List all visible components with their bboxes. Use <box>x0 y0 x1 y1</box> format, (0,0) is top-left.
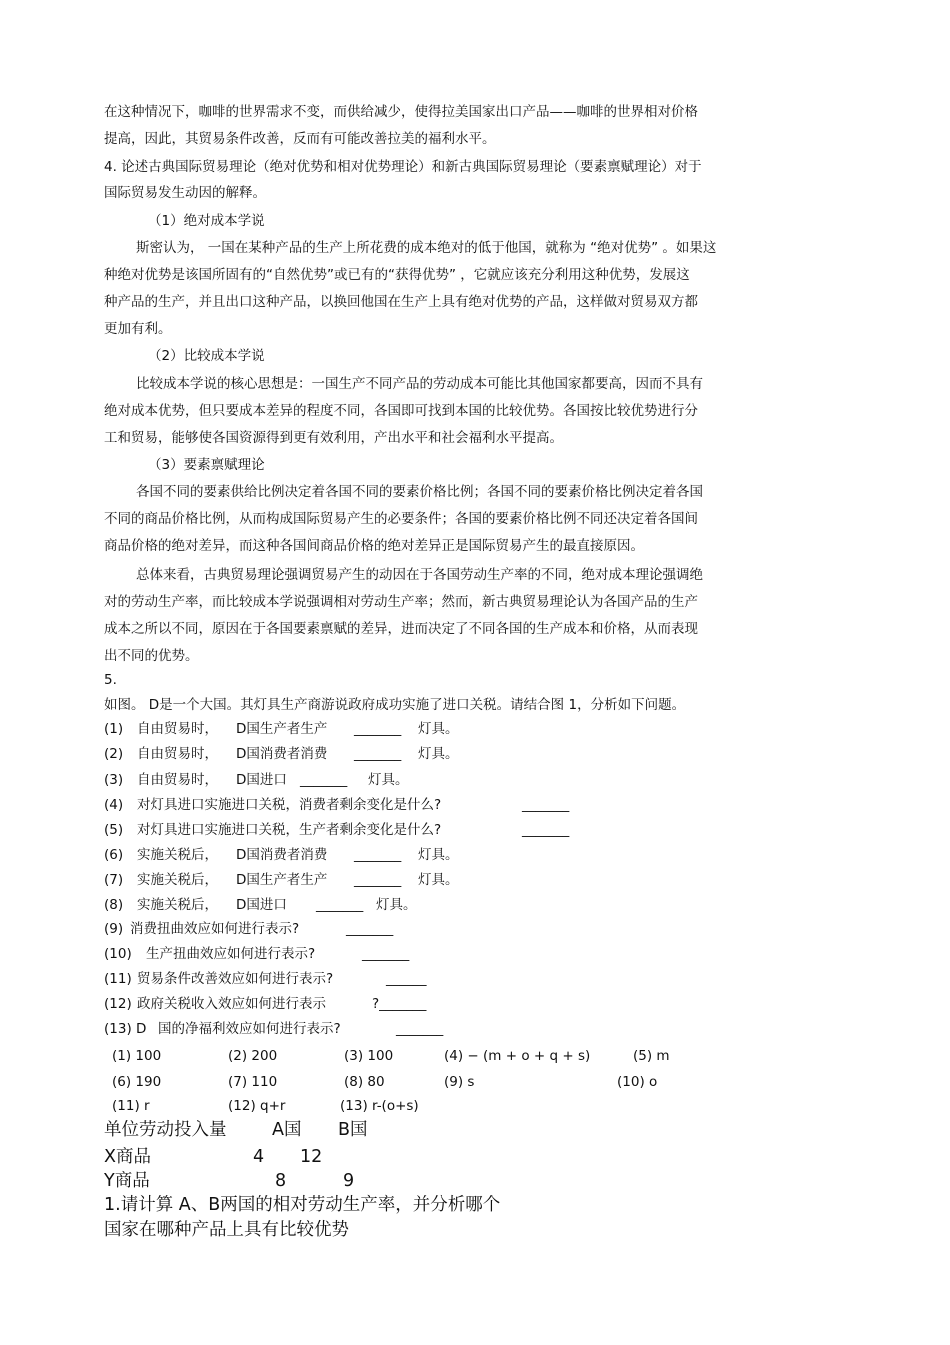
question-text: 国的净福利效应如何进行表示? <box>158 1021 341 1037</box>
answer-item: (1) 100 <box>112 1048 162 1064</box>
question-text: 实施关税后， <box>137 872 218 888</box>
question-number: (13) D <box>104 1021 147 1037</box>
question-number: (8) <box>104 897 124 913</box>
text-line: 绝对成本优势，但只要成本差异的程度不同，各国即可找到本国的比较优势。各国按比较优势进行分 <box>104 403 698 419</box>
table-header-label: 单位劳动投入量 <box>104 1120 227 1140</box>
text-line: 种绝对优势是该国所固有的“自然优势”或已有的“获得优势” ，它就应该充分利用这种优势，发展这 <box>104 267 690 283</box>
text-line: 不同的商品价格比例，从而构成国际贸易产生的必要条件；各国的要素价格比例不同还决定着各国间 <box>104 511 698 527</box>
table-cell: 4 <box>253 1147 265 1167</box>
answer-item: (7) 110 <box>228 1074 278 1090</box>
question-number: (12) <box>104 996 132 1012</box>
answer-blank: _______ <box>396 1021 444 1037</box>
answer-blank: _______ <box>346 921 394 937</box>
text-line: 工和贸易，能够使各国资源得到更有效利用，产出水平和社会福利水平提高。 <box>104 430 563 446</box>
question-text: 贸易条件改善效应如何进行表示? <box>137 971 334 987</box>
question-5-number: 5. <box>104 672 117 688</box>
answer-item: (12) q+r <box>228 1098 286 1114</box>
question-text: 消费扭曲效应如何进行表示? <box>130 921 300 937</box>
question-text: 生产扭曲效应如何进行表示? <box>146 946 316 962</box>
answer-blank: ______ <box>386 971 427 987</box>
answer-item: (2) 200 <box>228 1048 278 1064</box>
answer-blank: _______ <box>362 946 410 962</box>
answer-blank: _______ <box>354 721 402 737</box>
question-number: (10) <box>104 946 132 962</box>
question-number: (2) <box>104 746 124 762</box>
question-text: 灯具。 <box>418 872 459 888</box>
question-text: 灯具。 <box>376 897 417 913</box>
question-number: (11) <box>104 971 132 987</box>
question-text: 灯具。 <box>368 772 409 788</box>
text-line: 国际贸易发生动因的解释。 <box>104 185 266 201</box>
question-4-heading: 4. 论述古典国际贸易理论（绝对优势和相对优势理论）和新古典国际贸易理论（要素禀赋理论）对于 <box>104 159 702 175</box>
answer-item: (11) r <box>112 1098 150 1114</box>
question-text: 实施关税后， <box>137 897 218 913</box>
text-line: 比较成本学说的核心思想是：一国生产不同产品的劳动成本可能比其他国家都要高，因而不具有 <box>136 376 703 392</box>
question-number: (1) <box>104 721 124 737</box>
question-text: D国进口 <box>236 897 287 913</box>
question-5-prompt: 如图。 D是一个大国。其灯具生产商游说政府成功实施了进口关税。请结合图 1，分析如下问题。 <box>104 697 686 713</box>
text-line: 种产品的生产，并且出口这种产品，以换回他国在生产上具有绝对优势的产品，这样做对贸易双方都 <box>104 294 698 310</box>
answer-blank: _______ <box>354 746 402 762</box>
question-number: (7) <box>104 872 124 888</box>
question-number: (3) <box>104 772 124 788</box>
answer-blank: _______ <box>300 772 348 788</box>
table-header-country-a: A国 <box>272 1120 302 1140</box>
question-text: 自由贸易时， <box>137 746 218 762</box>
answer-item: (10) o <box>617 1074 658 1090</box>
table-cell: 8 <box>275 1171 287 1191</box>
question-text: 自由贸易时， <box>137 772 218 788</box>
answer-blank: ?_______ <box>372 996 427 1012</box>
question-text: D国消费者消费 <box>236 847 328 863</box>
section-heading: （1）绝对成本学说 <box>148 213 265 229</box>
question-text: D国消费者消费 <box>236 746 328 762</box>
text-line: 对的劳动生产率，而比较成本学说强调相对劳动生产率；然而，新古典贸易理论认为各国产品的生产 <box>104 594 698 610</box>
question-text: D国生产者生产 <box>236 872 328 888</box>
text-line: 各国不同的要素供给比例决定着各国不同的要素价格比例；各国不同的要素价格比例决定着各国 <box>136 484 703 500</box>
text-line: 斯密认为， 一国在某种产品的生产上所花费的成本绝对的低于他国，就称为 “绝对优势” 。如果这 <box>136 240 717 256</box>
question-number: (4) <box>104 797 124 813</box>
table-header-country-b: B国 <box>338 1120 368 1140</box>
question-text: 对灯具进口实施进口关税，消费者剩余变化是什么? <box>137 797 442 813</box>
question-text: 自由贸易时， <box>137 721 218 737</box>
question-text: 灯具。 <box>418 746 459 762</box>
answer-blank: _______ <box>522 797 570 813</box>
question-text: 灯具。 <box>418 847 459 863</box>
question-text: 对灯具进口实施进口关税，生产者剩余变化是什么? <box>137 822 442 838</box>
question-text: 实施关税后， <box>137 847 218 863</box>
text-line: 总体来看，古典贸易理论强调贸易产生的动因在于各国劳动生产率的不同，绝对成本理论强调绝 <box>136 567 703 583</box>
answer-blank: _______ <box>522 822 570 838</box>
section-heading: （3）要素禀赋理论 <box>148 457 265 473</box>
section-heading: （2）比较成本学说 <box>148 348 265 364</box>
table-cell: 9 <box>343 1171 355 1191</box>
final-question-line: 1.请计算 A、B两国的相对劳动生产率，并分析哪个 <box>104 1195 501 1215</box>
answer-blank: _______ <box>354 872 402 888</box>
final-question-line: 国家在哪种产品上具有比较优势 <box>104 1220 349 1240</box>
question-number: (9) <box>104 921 124 937</box>
question-number: (5) <box>104 822 124 838</box>
text-line: 提高，因此，其贸易条件改善，反而有可能改善拉美的福利水平。 <box>104 131 496 147</box>
question-text: 政府关税收入效应如何进行表示 <box>137 996 326 1012</box>
text-line: 在这种情况下，咖啡的世界需求不变，而供给减少，使得拉美国家出口产品——咖啡的世界相对价格 <box>104 104 698 120</box>
table-cell: 12 <box>300 1147 323 1167</box>
answer-blank: _______ <box>354 847 402 863</box>
text-line: 出不同的优势。 <box>104 648 199 664</box>
answer-item: (13) r-(o+s) <box>340 1098 419 1114</box>
table-row-label: X商品 <box>104 1147 151 1167</box>
question-text: 灯具。 <box>418 721 459 737</box>
question-text: D国生产者生产 <box>236 721 328 737</box>
answer-item: (6) 190 <box>112 1074 162 1090</box>
answer-item: (9) s <box>444 1074 475 1090</box>
text-line: 成本之所以不同，原因在于各国要素禀赋的差异，进而决定了不同各国的生产成本和价格，从而表现 <box>104 621 698 637</box>
answer-item: (5) m <box>633 1048 670 1064</box>
question-number: (6) <box>104 847 124 863</box>
text-line: 更加有利。 <box>104 321 172 337</box>
answer-blank: _______ <box>316 897 364 913</box>
answer-item: (8) 80 <box>344 1074 385 1090</box>
text-line: 商品价格的绝对差异，而这种各国间商品价格的绝对差异正是国际贸易产生的最直接原因。 <box>104 538 644 554</box>
question-text: D国进口 <box>236 772 287 788</box>
answer-item: (3) 100 <box>344 1048 394 1064</box>
answer-item: (4) − (m + o + q + s) <box>444 1048 591 1064</box>
table-row-label: Y商品 <box>104 1171 150 1191</box>
